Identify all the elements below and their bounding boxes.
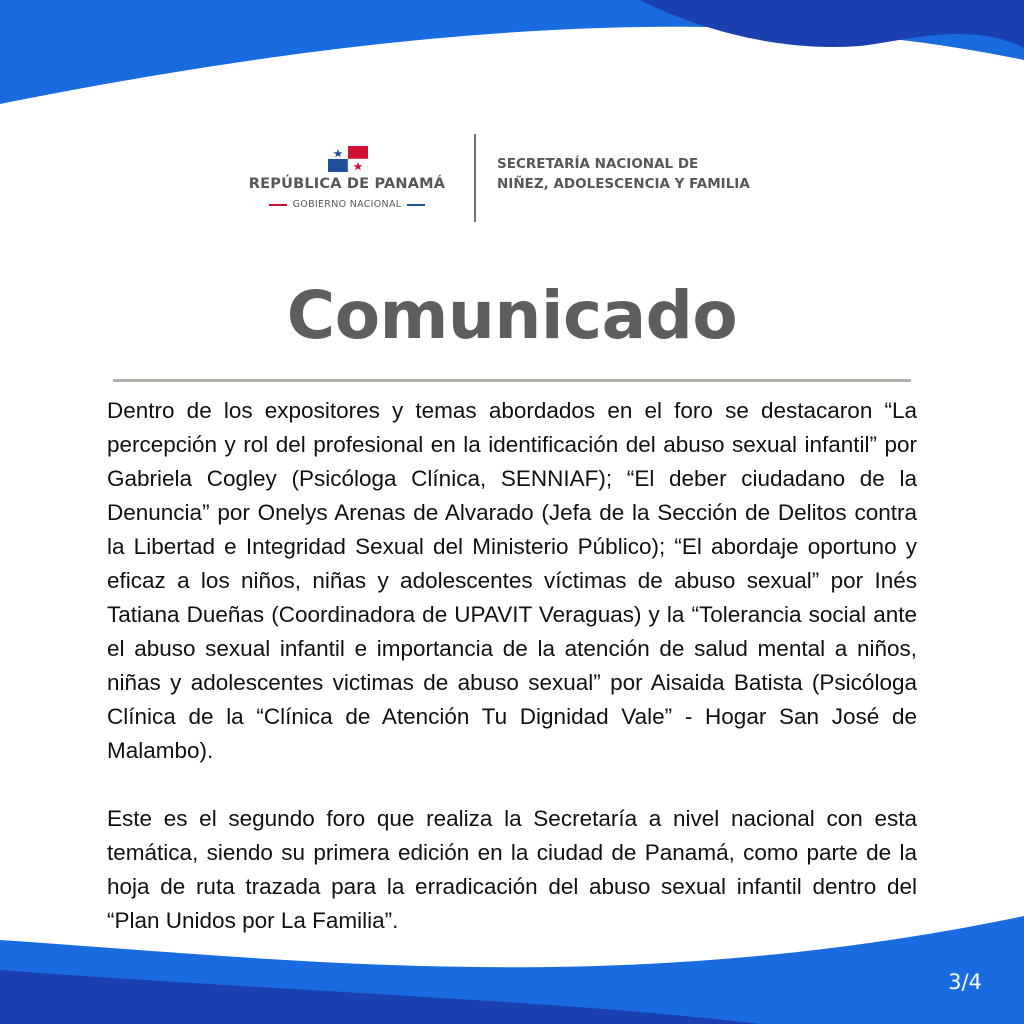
- agency-name-line-1: SECRETARÍA NACIONAL DE: [497, 156, 699, 172]
- agency-name: [497, 154, 797, 194]
- red-rule: [269, 204, 287, 206]
- blue-rule: [407, 204, 425, 206]
- body-paragraph-1: Dentro de los expositores y temas abordados en el foro se destacaron “La percepción y rol del profesional en la identificación del abuso sexual infantil” por Gabriela Cogley (Psicóloga Clínica, SENNIAF); “El deber ciudadano de la Denuncia” por Onelys Arenas de Alvarado (Jefa de la Sección de Delitos contra la Libertad e Integridad Sexual del Ministerio Público); “El abordaje oportuno y eficaz a los niños, niñas y adolescentes víctimas de abuso sexual” por Inés Tatiana Dueñas (Coordinadora de UPAVIT Veraguas) y la “Tolerancia social ante el abuso sexual infantil e importancia de la atención de salud mental a niños, niñas y adolescentes victimas de abuso sexual” por Aisaida Batista (Psicóloga Clínica de la “Clínica de Atención Tu Dignidad Vale” - Hogar San José de Malambo).: [107, 398, 917, 763]
- communique-body: [107, 394, 917, 938]
- panama-flag-icon: [328, 146, 368, 172]
- logo-divider: [474, 134, 476, 222]
- government-label-row: [244, 199, 450, 210]
- page-title: Comunicado: [286, 277, 738, 354]
- republic-name: REPÚBLICA DE PANAMÁ: [248, 176, 446, 192]
- header-logos: [0, 128, 1024, 228]
- agency-name-line-2: NIÑEZ, ADOLESCENCIA Y FAMILIA: [497, 176, 750, 192]
- government-label: GOBIERNO NACIONAL: [292, 199, 402, 210]
- body-paragraph-2: Este es el segundo foro que realiza la Secretaría a nivel nacional con esta temática, siendo su primera edición en la ciudad de Panamá, como parte de la hoja de ruta trazada para la erradicación del abuso sexual infantil dentro del “Plan Unidos por La Familia”.: [107, 806, 917, 933]
- page-indicator: 3/4: [948, 970, 982, 994]
- title-divider: [113, 379, 911, 382]
